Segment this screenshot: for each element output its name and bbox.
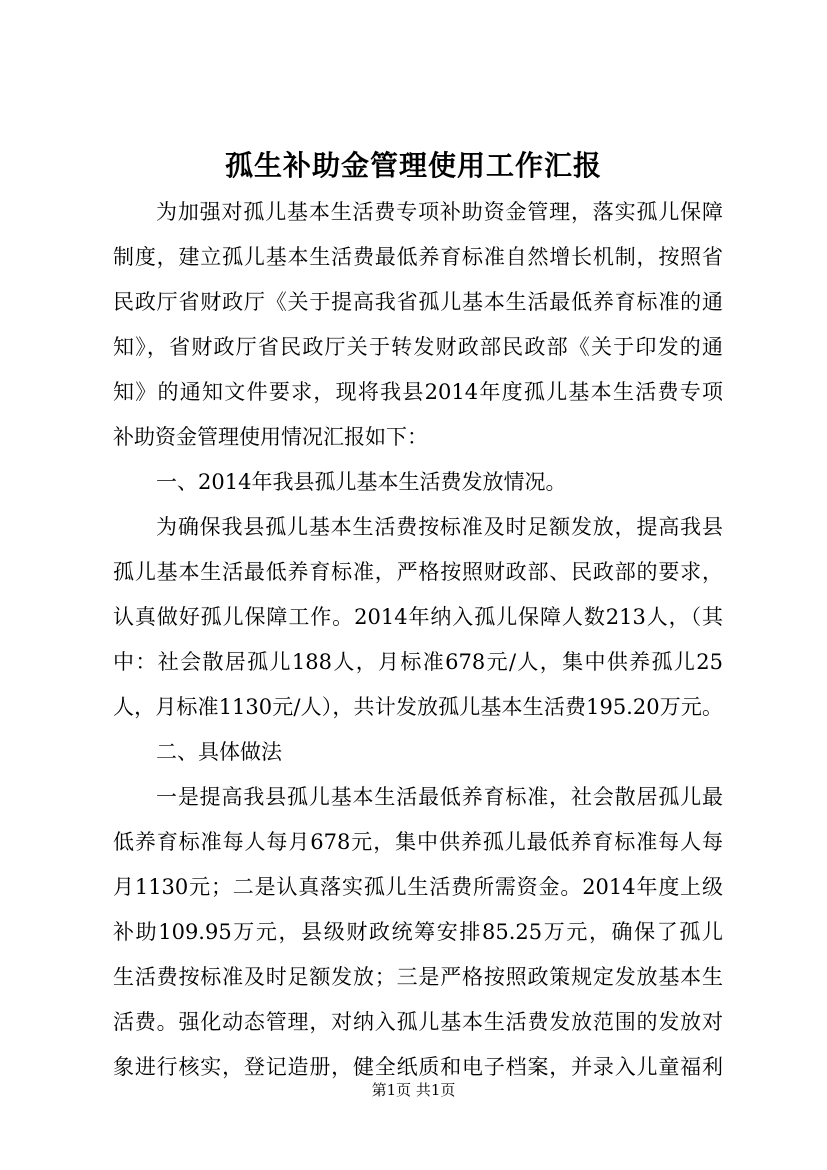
paragraph-line: 中：社会散居孤儿188人，月标准678元/人，集中供养孤儿25	[113, 650, 723, 674]
paragraph-line: 制度，建立孤儿基本生活费最低养育标准自然增长机制，按照省	[113, 245, 723, 269]
section-heading: 一、2014年我县孤儿基本生活费发放情况。	[156, 470, 567, 494]
paragraph-line: 生活费按标准及时足额发放；三是严格按照政策规定发放基本生	[113, 965, 723, 989]
paragraph-line: 孤儿基本生活最低养育标准，严格按照财政部、民政部的要求，	[113, 560, 723, 584]
paragraph-line: 知》的通知文件要求，现将我县2014年度孤儿基本生活费专项	[113, 380, 723, 404]
document-body	[113, 190, 723, 1090]
paragraph-line: 低养育标准每人每月678元，集中供养孤儿最低养育标准每人每	[113, 830, 723, 854]
paragraph-line: 认真做好孤儿保障工作。2014年纳入孤儿保障人数213人，（其	[113, 605, 723, 629]
page-number-footer: 第1页 共1页	[371, 1081, 456, 1099]
paragraph-line: 一是提高我县孤儿基本生活最低养育标准，社会散居孤儿最	[156, 785, 723, 809]
document-title: 孤生补助金管理使用工作汇报	[224, 149, 602, 182]
paragraph-line: 活费。强化动态管理，对纳入孤儿基本生活费发放范围的发放对	[113, 1010, 723, 1034]
paragraph-line: 月1130元；二是认真落实孤儿生活费所需资金。2014年度上级	[113, 875, 723, 899]
paragraph-line: 补助109.95万元，县级财政统筹安排85.25万元，确保了孤儿	[113, 920, 723, 944]
paragraph-line: 象进行核实，登记造册，健全纸质和电子档案，并录入儿童福利	[113, 1055, 723, 1079]
paragraph-line: 为确保我县孤儿基本生活费按标准及时足额发放，提高我县	[156, 515, 723, 539]
section-heading: 二、具体做法	[156, 740, 282, 764]
paragraph-line: 人，月标准1130元/人），共计发放孤儿基本生活费195.20万元。	[113, 695, 723, 719]
paragraph-line: 补助资金管理使用情况汇报如下：	[113, 425, 428, 449]
paragraph-line: 知》，省财政厅省民政厅关于转发财政部民政部《关于印发的通	[113, 335, 723, 359]
paragraph-line: 民政厅省财政厅《关于提高我省孤儿基本生活最低养育标准的通	[113, 290, 723, 314]
paragraph-line: 为加强对孤儿基本生活费专项补助资金管理，落实孤儿保障	[156, 200, 723, 224]
